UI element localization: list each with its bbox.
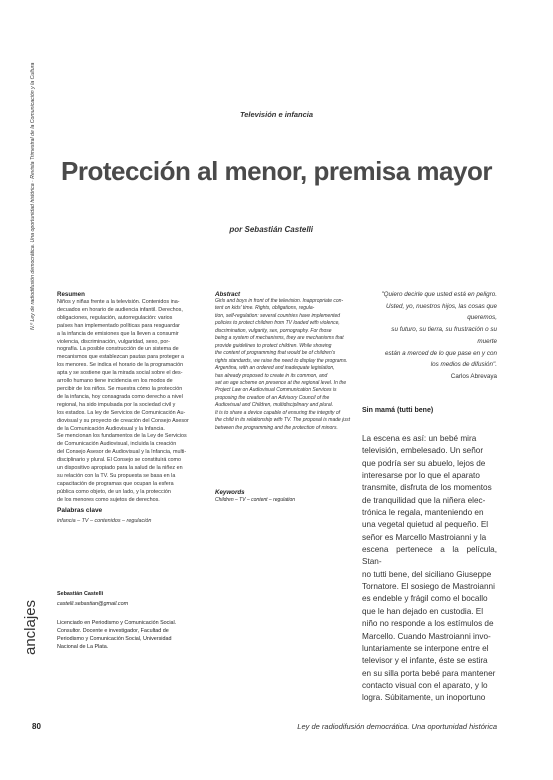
article-title: Protección al menor, premisa mayor xyxy=(61,156,492,186)
palabras-clave-heading: Palabras clave xyxy=(57,507,103,514)
epigraph-line: queremos, xyxy=(467,314,497,322)
resumen-line: obligaciones, regulación, autorregulación: varios xyxy=(57,314,173,321)
body-line: señor es Marcello Mastroianni y la xyxy=(362,532,487,542)
body-line: La escena es así: un bebé mira xyxy=(362,434,477,443)
keywords-text: Children – TV – content – regulation xyxy=(215,497,296,503)
body-line: transmite, disfruta de los momentos xyxy=(362,483,492,493)
abstract-line: the child in its relationship with TV. The proposal is made just xyxy=(215,417,350,424)
abstract-line: Audiovisual and Children, multidisciplinary and plural. xyxy=(215,402,334,409)
resumen-line: a la infancia de emisiones que la lleven a consumir xyxy=(57,330,179,337)
byline: por Sebastián Castelli xyxy=(229,225,313,234)
author-bio-line: Consultor. Docente e investigador, Facultad de xyxy=(57,627,169,634)
body-line: televisor y el infante, éste se estira xyxy=(362,656,488,666)
body-line: que le han dejado en custodia. El xyxy=(362,606,484,616)
resumen-line: arrollo humano tiene incidencia en los modos de xyxy=(57,378,173,385)
epigraph-line: los medios de difusión". xyxy=(430,361,497,369)
body-line: niño no responde a los estímulos de xyxy=(362,619,494,629)
body-line: Tornatore. El sosiego de Mastroianni xyxy=(362,582,495,592)
palabras-clave-text: infancia – TV – contenidos – regulación xyxy=(57,518,152,524)
body-line: Marcello. Cuando Mastroianni invo- xyxy=(362,631,491,641)
resumen-line: regional, ha sido impulsada por la sociedad civil y xyxy=(57,401,176,408)
body-line: luntariamente se interpone entre el xyxy=(362,643,489,653)
resumen-line: mecanismos que establezcan pautas para proteger a xyxy=(57,354,185,361)
author-bio-line: Nacional de La Plata. xyxy=(57,643,109,650)
body-line: no tutti bene, del siciliano Giuseppe xyxy=(362,569,492,579)
resumen-line: del Consejo Asesor de Audiovisual y la Infancia, multi- xyxy=(57,449,187,456)
abstract-text xyxy=(215,298,365,432)
resumen-line: de Comunicación Audiovisual, incluida la creación xyxy=(57,441,177,448)
author-name: Sebastián Castelli xyxy=(57,591,104,597)
resumen-line: decuados en horario de audiencia infantil. Derechos, xyxy=(57,306,183,313)
journal-vertical-caption: N.º Ley de radiodifusión democrática. Una oportunidad histórica · Revista Trimestral de la Comunicación y la Cultura xyxy=(30,62,36,330)
author-bio-line: Licenciado en Periodismo y Comunicación Social. xyxy=(57,620,177,626)
section-subheading: Sin mamá (tutti bene) xyxy=(362,407,434,414)
section-label: Televisión e infancia xyxy=(239,110,314,119)
resumen-heading: Resumen xyxy=(57,291,85,298)
abstract-line: policies to protect children from TV loaded with violence, xyxy=(215,320,340,327)
abstract-line: proposing the creation of an Advisory Council of the xyxy=(215,394,330,401)
body-line: trónica le regala, manteniendo en xyxy=(362,508,484,518)
resumen-line: los menores. Se indica el horario de la programación xyxy=(57,362,184,369)
body-text xyxy=(362,433,497,705)
body-line: que podría ser su abuelo, lejos de xyxy=(362,458,486,468)
abstract-line: tent on kids' time. Rights, obligations, regula- xyxy=(215,305,315,312)
abstract-line: Girls and boys in front of the television. Inappropriate con- xyxy=(215,298,344,304)
epigraph-quote xyxy=(362,289,497,383)
body-line: contacto visual con el aparato, y lo xyxy=(362,680,488,690)
epigraph-line: su futuro, su tierra, su frustración o su xyxy=(391,326,497,334)
resumen-line: percibir de los niños. Se muestra cómo la protección xyxy=(57,385,183,392)
resumen-line: países han implementado políticas para resguardar xyxy=(57,322,180,329)
abstract-line: rights standards, we raise the need to display the programs. xyxy=(215,357,348,364)
section-vertical-label: anclajes xyxy=(22,599,39,655)
abstract-line: being a system of mechanisms, they are mechanisms that xyxy=(215,335,344,342)
resumen-line: nografía. La posible construcción de un sistema de xyxy=(57,346,179,353)
abstract-line: tion, self-regulation: several countries have implemented xyxy=(215,312,341,319)
resumen-line: Se mencionan los fundamentos de la Ley de Servicios xyxy=(57,433,187,440)
body-line: es endeble y frágil como el bocallo xyxy=(362,594,488,604)
running-footer: Ley de radiodifusión democrática. Una oportunidad histórica xyxy=(297,722,497,731)
resumen-line: disciplinario y plural. El Consejo se constituirá como xyxy=(57,457,182,464)
author-bio-line: Periodismo y Comunicación Social, Universidad xyxy=(57,635,172,642)
author-email[interactable]: castelli.sebastian@gmail.com xyxy=(57,601,129,607)
resumen-line: un dispositivo apropiado para la salud de la niñez en xyxy=(57,465,183,472)
body-line: en su silla porta bebé para mantener xyxy=(362,668,496,678)
resumen-line: su relación con la TV. Su propuesta se basa en la xyxy=(57,472,176,479)
resumen-line: de la infancia, hoy consagrada como derecho a nivel xyxy=(57,393,183,400)
body-line: una vegetal quietud al pequeño. El xyxy=(362,520,489,530)
resumen-line: de los menores como sujetos de derechos. xyxy=(57,496,160,503)
keywords-heading: Keywords xyxy=(215,489,245,496)
epigraph-author: Carlos Abrevaya xyxy=(450,372,497,380)
epigraph-line: Usted, yo, nuestros hijos, las cosas que xyxy=(386,302,497,310)
abstract-line: has already proposed to create in its common, and xyxy=(215,372,328,379)
resumen-line: diovisual y su proyecto de creación del Consejo Asesor xyxy=(57,417,189,424)
body-line: logra. Súbitamente, un inoportuno xyxy=(362,693,486,703)
epigraph-line: están a merced de lo que pase en y con xyxy=(384,349,497,357)
resumen-text xyxy=(57,299,207,505)
resumen-line: apta y se sostiene que la mirada social sobre el des- xyxy=(57,370,183,377)
resumen-line: los estados. La ley de Servicios de Comunicación Au- xyxy=(57,409,186,416)
abstract-line: the content of programming that would be of children's xyxy=(215,350,336,357)
epigraph-line: muerte xyxy=(477,337,497,345)
body-line: interesarse por lo que el aparato xyxy=(362,471,480,481)
abstract-line: provide guidelines to protect children. While showing xyxy=(215,342,332,349)
epigraph-lines xyxy=(362,289,497,371)
author-bio xyxy=(57,620,207,652)
body-line: escena pertenece a la película, Stan- xyxy=(362,545,497,567)
abstract-line: set an age scheme on presence at the regional level. In the xyxy=(215,379,347,386)
abstract-line: Argentina, with an ordered and inadequate legislation, xyxy=(215,365,335,372)
abstract-line: Project Law on Audiovisual Communication Services is xyxy=(215,387,337,394)
page-number: 80 xyxy=(32,722,41,731)
epigraph-line: "Quiero decirle que usted está en peligro. xyxy=(381,291,497,298)
body-line: de tranquilidad que la niñera elec- xyxy=(362,495,486,505)
abstract-heading: Abstract xyxy=(215,291,241,298)
abstract-line: It is to share a device capable of ensuring the integrity of xyxy=(215,409,341,416)
resumen-line: capacitación de programas que ocupan la esfera xyxy=(57,480,174,487)
resumen-line: de la Comunicación Audiovisual y la Infancia. xyxy=(57,425,165,432)
resumen-line: violencia, discriminación, vulgaridad, sexo, por- xyxy=(57,338,170,345)
abstract-line: between the programming and the protection of minors. xyxy=(215,424,338,431)
abstract-line: discrimination, vulgarity, sex, pornography. For those xyxy=(215,327,332,334)
body-line: televisión, embelesado. Un señor xyxy=(362,446,484,456)
resumen-line: Niños y niñas frente a la televisión. Contenidos ina- xyxy=(57,299,180,305)
resumen-line: pública como objeto, de un lado, y la protección xyxy=(57,488,171,495)
